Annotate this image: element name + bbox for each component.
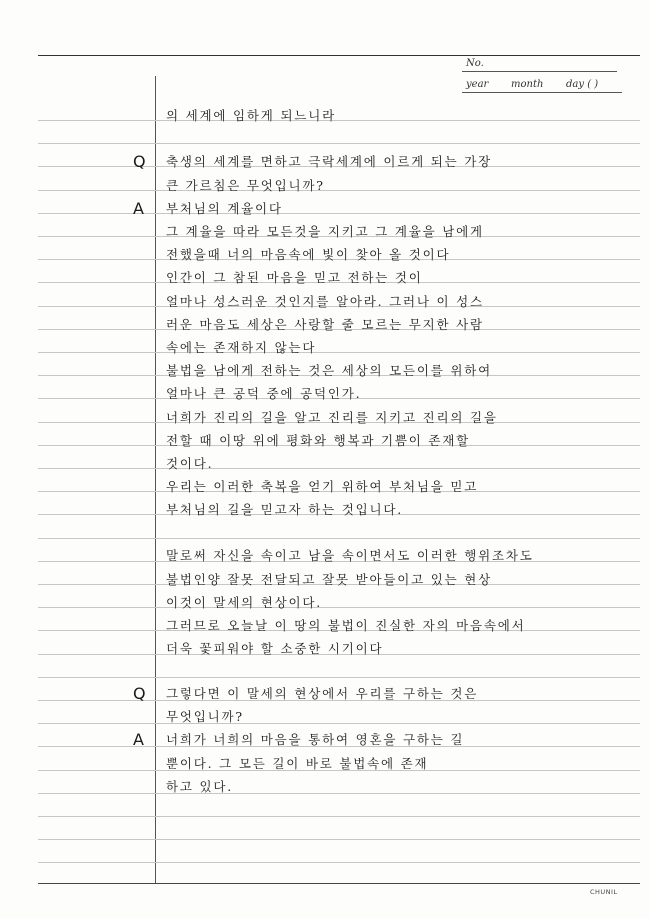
handwritten-line: 축생의 세계를 면하고 극락세계에 이르게 되는 가장 — [166, 154, 493, 169]
ruled-line — [38, 538, 640, 539]
handwritten-line: 그 계율을 따라 모든것을 지키고 그 계율을 남에게 — [166, 224, 484, 239]
ruled-line — [38, 468, 640, 469]
brand-mark: CHUNIL — [590, 888, 618, 896]
question-marker: Q — [133, 684, 146, 703]
margin-line — [155, 76, 156, 884]
handwritten-line: 불법인양 잘못 전달되고 잘못 받아들이고 있는 현상 — [166, 572, 493, 587]
handwritten-line: 그렇다면 이 말세의 현상에서 우리를 구하는 것은 — [166, 686, 479, 701]
ruled-line — [38, 352, 640, 353]
handwritten-line: 얼마나 성스러운 것인지를 알아라. 그러나 이 성스 — [166, 294, 484, 309]
handwritten-line: 부처님의 계율이다 — [166, 201, 283, 216]
handwritten-line: 얼마나 큰 공덕 중에 공덕인가. — [166, 386, 362, 401]
handwritten-line: 이것이 말세의 현상이다. — [166, 595, 323, 610]
handwritten-line: 너희가 너희의 마음을 통하여 영혼을 구하는 길 — [166, 732, 465, 747]
handwritten-line: 더욱 꽃피워야 할 소중한 시기이다 — [166, 641, 384, 656]
ruled-line — [38, 677, 640, 678]
year-label: year — [466, 79, 489, 90]
ruled-line — [38, 793, 640, 794]
ruled-line — [38, 816, 640, 817]
day-label: day ( ) — [566, 79, 599, 90]
top-rule — [38, 55, 640, 56]
handwritten-line: 부처님의 길을 믿고자 하는 것입니다. — [166, 502, 403, 517]
handwritten-line: 것이다. — [166, 456, 214, 471]
no-rule — [462, 71, 617, 72]
handwritten-line: 인간이 그 참된 마음을 믿고 전하는 것이 — [166, 270, 423, 285]
bottom-rule — [38, 883, 640, 884]
month-label: month — [511, 79, 544, 90]
ruled-line — [38, 862, 640, 863]
handwritten-line: 우리는 이러한 축복을 얻기 위하여 부처님을 믿고 — [166, 479, 479, 494]
handwritten-line: 큰 가르침은 무엇입니까? — [166, 178, 325, 193]
no-label: No. — [466, 58, 484, 69]
handwritten-line: 말로써 자신을 속이고 남을 속이면서도 이러한 행위조차도 — [166, 548, 534, 563]
ruled-line — [38, 607, 640, 608]
handwritten-line: 전했을때 너의 마음속에 빛이 찾아 올 것이다 — [166, 247, 451, 262]
handwritten-line: 하고 있다. — [166, 779, 234, 794]
ruled-line — [38, 839, 640, 840]
handwritten-line: 불법을 남에게 전하는 것은 세상의 모든이를 위하여 — [166, 363, 493, 378]
handwritten-line: 무엇입니까? — [166, 709, 244, 724]
handwritten-line: 그러므로 오늘날 이 땅의 불법이 진실한 자의 마음속에서 — [166, 618, 526, 633]
handwritten-line: 러운 마음도 세상은 사랑할 줄 모르는 무지한 사람 — [166, 317, 484, 332]
handwritten-line: 전할 때 이땅 위에 평화와 행복과 기쁨이 존재할 — [166, 433, 471, 448]
ruled-line — [38, 143, 640, 144]
ruled-line — [38, 723, 640, 724]
ruled-line — [38, 213, 640, 214]
ruled-line — [38, 120, 640, 121]
answer-marker: A — [133, 199, 144, 218]
answer-marker: A — [133, 730, 144, 749]
question-marker: Q — [133, 152, 146, 171]
date-rule — [462, 92, 622, 93]
handwritten-line: 속에는 존재하지 않는다 — [166, 340, 317, 355]
ruled-line — [38, 190, 640, 191]
handwritten-line: 너희가 진리의 길을 알고 진리를 지키고 진리의 길을 — [166, 410, 498, 425]
handwritten-line: 의 세계에 임하게 되느니라 — [166, 108, 336, 123]
handwritten-line: 뿐이다. 그 모든 길이 바로 불법속에 존재 — [166, 756, 429, 771]
